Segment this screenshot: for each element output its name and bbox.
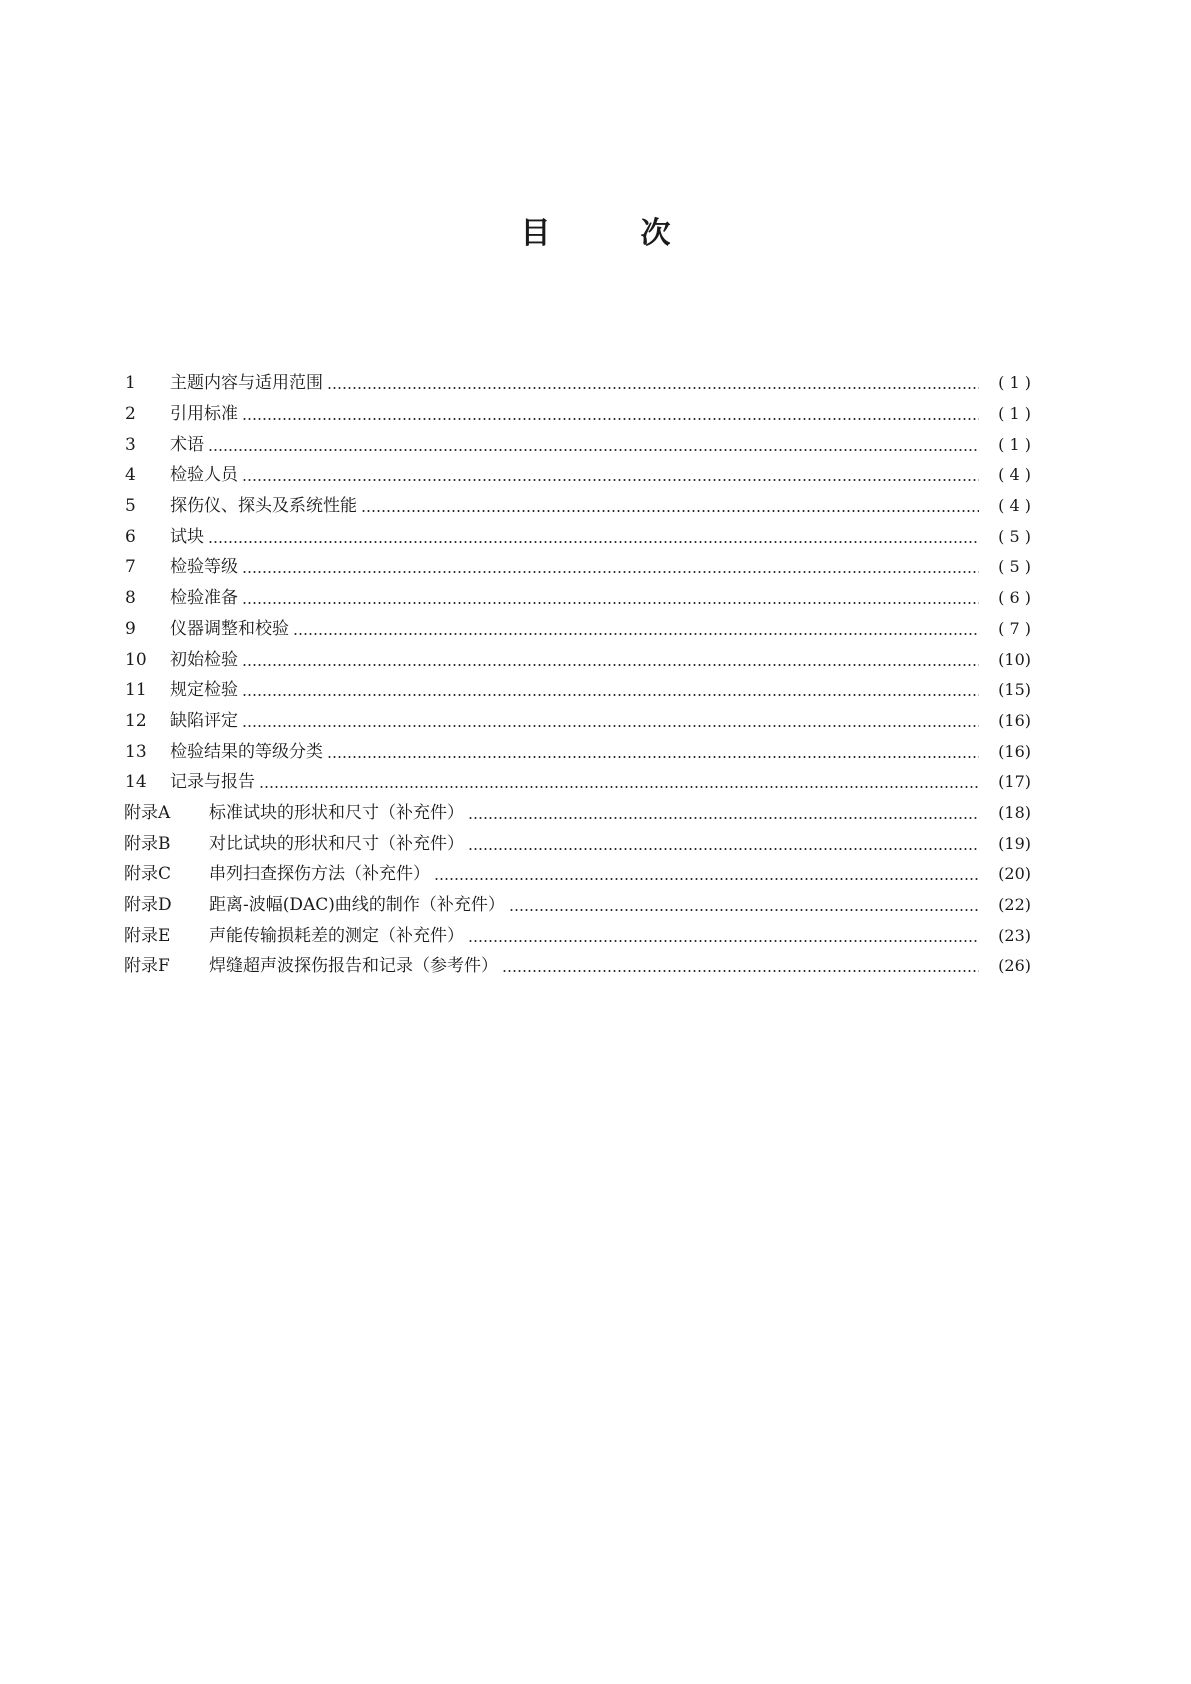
toc-entry-page: ( 1 ) [998, 373, 1031, 393]
toc-entry-number: 12 [125, 710, 147, 731]
toc-appendix-number: 附录F [124, 956, 170, 977]
toc-entry-title: 主题内容与适用范围 [170, 373, 323, 394]
dot-leader [509, 909, 979, 911]
toc-entry-page: ( 6 ) [998, 588, 1031, 608]
toc-entry-number: 13 [125, 741, 147, 762]
dot-leader [242, 571, 979, 573]
page-title: 目次 [520, 216, 761, 251]
toc-entry-title: 检验人员 [170, 465, 238, 486]
dot-leader [434, 878, 979, 880]
dot-leader [259, 786, 979, 788]
toc-entry-title: 探伤仪、探头及系统性能 [170, 496, 357, 517]
toc-entry [125, 675, 1031, 706]
toc-entry-title: 引用标准 [170, 404, 238, 425]
toc-entry-title: 术语 [170, 434, 204, 455]
toc-entry-title: 检验等级 [170, 557, 238, 578]
toc-appendix-number: 附录A [124, 802, 171, 823]
toc-appendix-entry [124, 951, 1031, 982]
toc-entry-number: 5 [125, 496, 136, 517]
toc-entry-title: 试块 [170, 526, 204, 547]
toc-entry-number: 4 [125, 465, 136, 486]
toc-entry-page: ( 1 ) [998, 434, 1031, 454]
toc-entry-page: ( 4 ) [998, 465, 1031, 485]
toc-appendix-entry [124, 890, 1031, 921]
dot-leader [208, 449, 979, 451]
dot-leader [327, 756, 979, 758]
dot-leader [242, 418, 979, 420]
dot-leader [242, 725, 979, 727]
toc-appendix-number: 附录E [124, 925, 171, 946]
toc-entry [125, 399, 1031, 430]
toc-entry-title: 初始检验 [170, 649, 238, 670]
toc-appendix-number: 附录B [124, 833, 171, 854]
toc-appendix-entry [124, 828, 1031, 859]
toc-entry [125, 491, 1031, 522]
toc-appendix-title: 对比试块的形状和尺寸（补充件） [209, 833, 464, 854]
toc-entry-page: ( 5 ) [998, 557, 1031, 577]
toc-entry-number: 8 [125, 588, 136, 609]
toc-entry-number: 1 [125, 373, 136, 394]
toc-appendix-page: (18) [998, 802, 1031, 822]
toc-appendix-page: (23) [998, 925, 1031, 945]
toc-entry-page: ( 1 ) [998, 404, 1031, 424]
dot-leader [293, 633, 979, 635]
toc-entry [125, 583, 1031, 614]
toc-entry-title: 检验结果的等级分类 [170, 741, 323, 762]
toc-appendix-number: 附录C [124, 864, 172, 885]
toc-entry-title: 记录与报告 [170, 772, 255, 793]
toc-entry [125, 644, 1031, 675]
toc-appendix-entry [124, 798, 1031, 829]
toc-entry-number: 6 [125, 526, 136, 547]
toc-entry [125, 429, 1031, 460]
table-of-contents [125, 368, 1031, 982]
toc-entry [125, 706, 1031, 737]
toc-appendix-page: (22) [998, 895, 1031, 915]
toc-entry-title: 缺陷评定 [170, 710, 238, 731]
toc-entry-number: 7 [125, 557, 136, 578]
toc-appendix-title: 焊缝超声波探伤报告和记录（参考件） [209, 956, 498, 977]
toc-entry [125, 736, 1031, 767]
dot-leader [361, 510, 979, 512]
toc-appendix-entry [124, 859, 1031, 890]
toc-entry-page: ( 7 ) [998, 618, 1031, 638]
toc-entry-page: (17) [998, 772, 1031, 792]
dot-leader [468, 817, 979, 819]
toc-appendix-page: (19) [998, 833, 1031, 853]
toc-appendix-entry [124, 920, 1031, 951]
toc-appendix-number: 附录D [124, 895, 172, 916]
dot-leader [502, 970, 979, 972]
toc-entry [125, 368, 1031, 399]
toc-entry [125, 552, 1031, 583]
toc-entry-page: (16) [998, 741, 1031, 761]
dot-leader [468, 940, 979, 942]
toc-entry [125, 460, 1031, 491]
toc-entry-title: 仪器调整和校验 [170, 618, 289, 639]
toc-appendix-title: 标准试块的形状和尺寸（补充件） [209, 802, 464, 823]
dot-leader [242, 694, 979, 696]
toc-entry-page: (15) [998, 680, 1031, 700]
dot-leader [242, 602, 979, 604]
toc-entry-page: (10) [998, 649, 1031, 669]
toc-appendix-title: 声能传输损耗差的测定（补充件） [209, 925, 464, 946]
toc-appendix-title: 距离-波幅(DAC)曲线的制作（补充件） [209, 895, 505, 916]
toc-appendix-page: (26) [998, 956, 1031, 976]
toc-entry-title: 检验准备 [170, 588, 238, 609]
toc-entry [125, 521, 1031, 552]
toc-entry [125, 767, 1031, 798]
toc-entry-number: 9 [125, 618, 136, 639]
dot-leader [327, 387, 979, 389]
toc-entry-title: 规定检验 [170, 680, 238, 701]
dot-leader [242, 479, 979, 481]
dot-leader [468, 848, 979, 850]
toc-entry-number: 3 [125, 434, 136, 455]
toc-entry-number: 11 [125, 680, 147, 701]
toc-appendix-page: (20) [998, 864, 1031, 884]
dot-leader [208, 541, 979, 543]
toc-entry [125, 614, 1031, 645]
dot-leader [242, 664, 979, 666]
toc-entry-page: ( 4 ) [998, 496, 1031, 516]
toc-appendix-title: 串列扫查探伤方法（补充件） [209, 864, 430, 885]
toc-entry-number: 14 [125, 772, 147, 793]
toc-entry-page: (16) [998, 710, 1031, 730]
toc-entry-page: ( 5 ) [998, 526, 1031, 546]
toc-entry-number: 10 [125, 649, 147, 670]
toc-entry-number: 2 [125, 404, 136, 425]
